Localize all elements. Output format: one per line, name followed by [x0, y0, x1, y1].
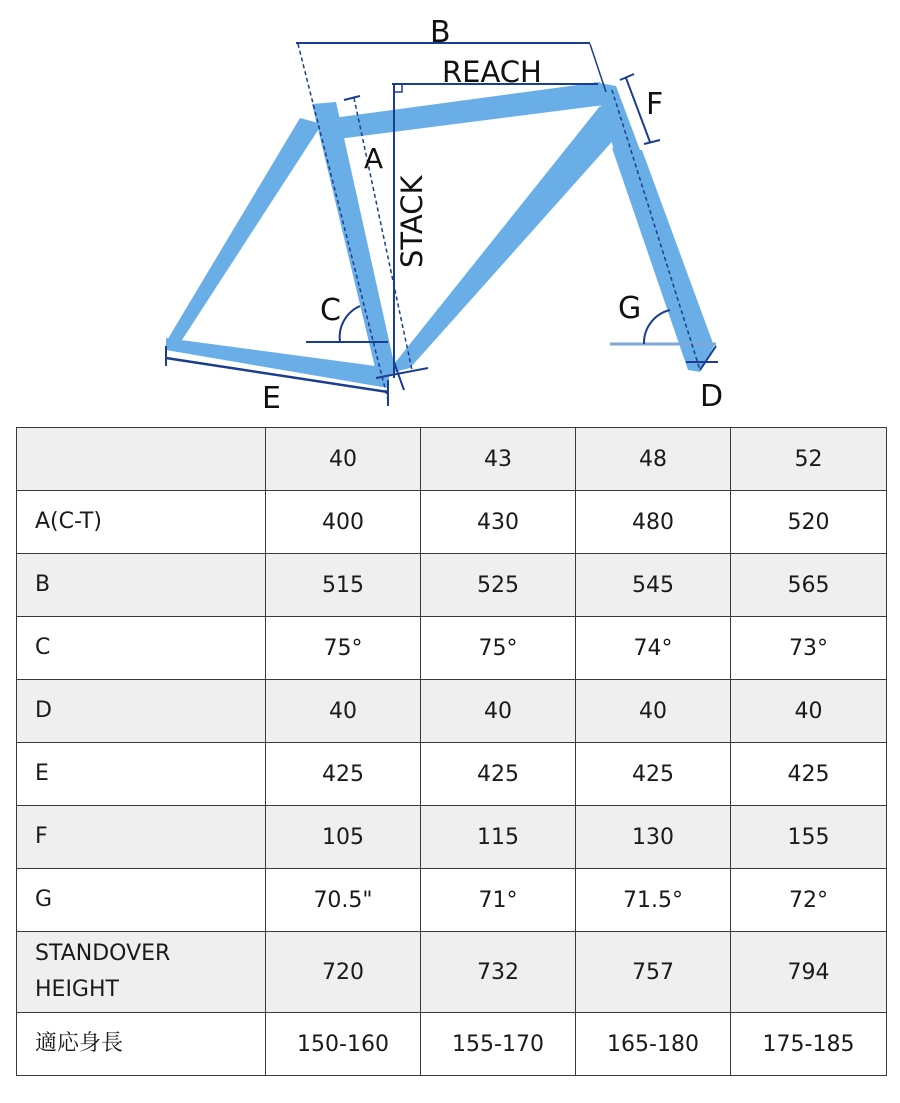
row-label: E: [17, 743, 266, 806]
table-cell: 515: [266, 554, 421, 617]
row-label: G: [17, 869, 266, 932]
row-label: 適応身長: [17, 1013, 266, 1076]
label-stack: STACK: [395, 175, 429, 268]
table-cell: 75°: [266, 617, 421, 680]
table-cell: 430: [421, 491, 576, 554]
table-row-g: [17, 869, 887, 932]
label-a: A: [364, 142, 384, 175]
table-cell: 71°: [421, 869, 576, 932]
size-header: 52: [731, 428, 887, 491]
size-header: 43: [421, 428, 576, 491]
table-cell: 40: [731, 680, 887, 743]
row-label: STANDOVER HEIGHT: [17, 932, 266, 1013]
table-cell: 105: [266, 806, 421, 869]
table-cell: 425: [266, 743, 421, 806]
table-cell: 757: [576, 932, 731, 1013]
table-row-c: [17, 617, 887, 680]
table-cell: 520: [731, 491, 887, 554]
fork: [612, 148, 714, 372]
table-cell: 480: [576, 491, 731, 554]
label-g: G: [618, 291, 642, 326]
table-cell: 525: [421, 554, 576, 617]
g-arc: [644, 310, 670, 344]
seat-stay: [166, 118, 322, 342]
table-cell: 400: [266, 491, 421, 554]
table-cell: 794: [731, 932, 887, 1013]
row-label: C: [17, 617, 266, 680]
table-row-b: [17, 554, 887, 617]
c-arc: [340, 306, 360, 342]
table-cell: 72°: [731, 869, 887, 932]
table-row-standover: [17, 932, 887, 1013]
seat-tube: [312, 102, 396, 380]
row-label: B: [17, 554, 266, 617]
table-cell: 74°: [576, 617, 731, 680]
bike-frame: [166, 82, 714, 388]
stack-corner: [394, 84, 402, 92]
table-row-a: [17, 491, 887, 554]
row-label: D: [17, 680, 266, 743]
table-cell: 565: [731, 554, 887, 617]
table-cell: 155: [731, 806, 887, 869]
size-header: 40: [266, 428, 421, 491]
table-cell: 425: [576, 743, 731, 806]
label-c: C: [320, 293, 341, 328]
table-cell: 425: [421, 743, 576, 806]
table-row-f: [17, 806, 887, 869]
a-tick: [344, 96, 360, 100]
table-cell: 545: [576, 554, 731, 617]
table-row-e: [17, 743, 887, 806]
row-label: F: [17, 806, 266, 869]
row-label: A(C-T): [17, 491, 266, 554]
table-cell: 130: [576, 806, 731, 869]
label-b: B: [430, 15, 451, 50]
table-cell: 75°: [421, 617, 576, 680]
table-cell: 720: [266, 932, 421, 1013]
label-e: E: [262, 381, 281, 416]
table-cell: 165-180: [576, 1013, 731, 1076]
size-header: 48: [576, 428, 731, 491]
label-reach: REACH: [442, 55, 542, 89]
table-row-d: [17, 680, 887, 743]
table-cell: 73°: [731, 617, 887, 680]
table-cell: 70.5": [266, 869, 421, 932]
table-cell: 40: [421, 680, 576, 743]
table-cell: 732: [421, 932, 576, 1013]
table-cell: 71.5°: [576, 869, 731, 932]
header-empty-cell: [17, 428, 266, 491]
top-tube: [318, 82, 612, 140]
table-cell: 425: [731, 743, 887, 806]
label-d: D: [700, 379, 724, 414]
table-cell: 155-170: [421, 1013, 576, 1076]
label-f: F: [646, 87, 664, 122]
table-cell: 40: [576, 680, 731, 743]
table-cell: 115: [421, 806, 576, 869]
table-cell: 40: [266, 680, 421, 743]
table-header-row: [17, 428, 887, 491]
frame-geometry-diagram: [0, 0, 900, 420]
table-cell: 150-160: [266, 1013, 421, 1076]
table-row-height: [17, 1013, 887, 1076]
table-cell: 175-185: [731, 1013, 887, 1076]
f-tick-bottom: [644, 140, 660, 144]
geometry-table: [16, 427, 887, 1076]
